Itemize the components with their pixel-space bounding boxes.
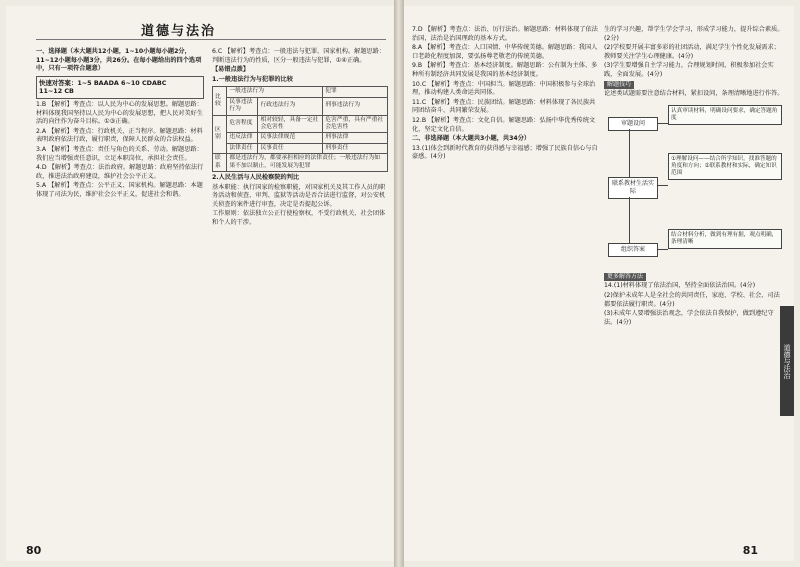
table-cell: 相对较轻，具备一定社会危害性 <box>258 115 323 133</box>
answer-method-diagram <box>604 103 784 273</box>
left-page <box>6 6 394 561</box>
answer-q9: 9.B 【解析】考查点：基本经济制度。解题思路：公有制为主体、多种所有制经济共同发展是我国的基本经济制度。 <box>412 62 598 78</box>
table-header: 犯罪 <box>323 87 388 97</box>
table-cell: 刑事法律 <box>323 133 388 143</box>
right-page <box>404 6 794 561</box>
left-column-2 <box>212 48 388 229</box>
answer-q6: 6.C 【解析】考查点：一般违法与犯罪、国家机构。解题思路：判断违法行为的性质，区分一般违法与犯罪，①④正确。 <box>212 48 386 64</box>
table-cell: 民事责任 <box>258 143 323 153</box>
answer-q14-1: 14.(1)材料体现了依法治国，坚持全面依法治国。(4分) <box>604 282 756 290</box>
table-cell: 法律责任 <box>227 143 258 153</box>
diagram-node-review: 审题设问 <box>608 117 658 131</box>
help-text: 论述类试题需要注意结合材料，紧扣设问，条理清晰地进行作答。 <box>604 90 784 98</box>
diagram-connector <box>658 123 668 124</box>
title-divider <box>36 39 386 40</box>
diagram-connector <box>629 129 630 177</box>
answer-q7: 7.D 【解析】考查点：法治、厉行法治。解题思路：材料体现了依法治国，法治是治国理政的基本方式。 <box>412 26 598 42</box>
page-title: 道德与法治 <box>141 24 217 39</box>
diagram-connector <box>629 197 630 243</box>
table-cell: 行政违法行为 <box>258 97 323 115</box>
page-number-right: 81 <box>742 544 758 557</box>
diagram-box-2: ①理解设问——结合所学知识，找准答题的角度和方向；②联系教材和实际，确定知识范围 <box>668 153 782 181</box>
diagram-node-connect: 联系教材生活实际 <box>608 177 658 199</box>
procuratorate-block <box>212 184 388 229</box>
procuratorate-duty: 基本职能：执行国家的检察职能，对国家机关及其工作人员的职务活动和侦查、审判、监狱等活动是否合法进行监督，对公安机关侦查的案件进行审查，决定是否提起公诉。 <box>212 183 386 208</box>
quick-answer-box <box>36 76 204 99</box>
table-cell: 违反法律 <box>227 133 258 143</box>
answer-q13-3: (3)学生要增强自主学习能力，合理规划时间，积极参加社会实践，全面发展。(4分) <box>604 62 774 78</box>
table-header: 一般违法行为 <box>227 87 323 97</box>
answer-q1: 1.B 【解析】考查点：以人民为中心的发展思想。解题思路：材料体现我国坚持以人民为中心的发展思想，把人民对美好生活的向往作为奋斗目标。①③正确。 <box>36 100 204 126</box>
more-methods-tag: 更多解答方法 <box>604 273 646 282</box>
answer-q10: 10.C 【解析】考查点：中国担当。解题思路：中国积极参与全球治理，推动构建人类命运共同体。 <box>412 80 596 97</box>
diagram-box-1: 认真审读材料，明确设问要求，确定答题角度 <box>668 105 782 125</box>
answer-q5: 5.A 【解析】考查点：公平正义、国家机构。解题思路：本题体现了司法为民，维护社会公平正义，促进社会和谐。 <box>36 182 203 198</box>
table-cell: 都是违法行为，都要承担相应的法律责任；一般违法行为如果不加以制止，可能发展为犯罪 <box>227 154 388 172</box>
answer-q14-3: (3)未成年人要增强法治观念，学会依法自我保护，做到遵纪守法。(4分) <box>604 310 774 326</box>
table-cell: 刑事违法行为 <box>323 97 388 115</box>
table-cell: 比较 <box>213 87 227 115</box>
page-number-left: 80 <box>26 544 42 557</box>
table-cell: 区别 <box>213 115 227 154</box>
answer-q3: 3.A 【解析】考查点：责任与角色的关系、劳动。解题思路：我们应当增强责任意识，立足本职岗位，承担社会责任。 <box>36 145 203 162</box>
diagram-node-organize: 组织答案 <box>608 243 658 257</box>
diagram-connector <box>658 185 668 186</box>
right-column-1 <box>412 26 598 163</box>
answer-q2: 2.A 【解析】考查点：行政机关、正当程序。解题思路：材料表明政府依法行政，履行职责，保障人民群众的合法权益。 <box>36 127 203 144</box>
answer-q8: 8.A 【解析】考查点：人口国情、中华传统美德。解题思路：我国人口老龄化程度加深，要弘扬尊老敬老的传统美德。 <box>412 44 598 60</box>
extend-title: 【易错点拨】 <box>212 66 250 74</box>
quick-answers-line2: 11~12 CB <box>39 87 74 96</box>
table-cell: 民事违法行为 <box>227 97 258 115</box>
answer-q13: 13.(1)体会到新时代教育的获得感与幸福感；增强了民族自信心与自豪感。(4分) <box>412 144 598 161</box>
right-column-2 <box>604 26 784 328</box>
answer-q12: 12.B 【解析】考查点：文化自信。解题思路：弘扬中华优秀传统文化，坚定文化自信。 <box>412 116 596 133</box>
table-cell: 危害严重，具有严重社会危害性 <box>323 115 388 133</box>
table-cell: 民事法律规范 <box>258 133 323 143</box>
help-tag: 解题技巧 <box>604 81 634 90</box>
subtitle-2: 2.人民生活与人民检察院的判比 <box>212 174 300 182</box>
diagram-connector <box>658 249 668 250</box>
answer-continued: 生的学习兴趣，帮学生学会学习，形成学习能力，提升综合素质。(2分) <box>604 26 784 42</box>
quick-answers-line1: 快速对答案：1~5 BAADA 6~10 CDABC <box>39 78 167 87</box>
answer-q4: 4.D 【解析】考查点：法治政府。解题思路：政府坚持依法行政，推进法治政府建设，维护社会公平正义。 <box>36 164 204 180</box>
section-heading-2: 二、非选择题（本大题共3小题，共34分） <box>412 135 531 143</box>
left-column-1 <box>36 48 204 201</box>
table-cell: 联系 <box>213 154 227 172</box>
table-cell: 危害程度 <box>227 115 258 133</box>
diagram-box-3: 结合材料分析，做到有理有据，观点明确，条理清晰 <box>668 229 782 249</box>
book-gutter <box>394 0 404 567</box>
procuratorate-principle: 工作原则：依法独立公正行使检察权，不受行政机关、社会团体和个人的干涉。 <box>212 210 386 226</box>
answer-q11: 11.C 【解析】考查点：民族团结。解题思路：材料体现了各民族共同团结奋斗、共同繁荣发展。 <box>412 98 596 115</box>
procuratorate-text <box>212 184 388 229</box>
section-heading: 一、选择题（本大题共12小题，1~10小题每小题2分，11~12小题每小题3分，共26分。在每小题给出的四个选项中，只有一项符合题意） <box>36 48 202 73</box>
answer-q13-2: (2)学校要开展丰富多彩的社团活动，满足学生个性化发展需求；教师要关注学生心理健康。(4分) <box>604 44 780 60</box>
table-cell: 刑事责任 <box>323 143 388 153</box>
table-title: 1.一般违法行为与犯罪的比较 <box>212 75 293 83</box>
comparison-table <box>212 86 388 172</box>
subject-side-tab: 道德与法治 <box>780 306 794 416</box>
answer-q14-2: (2)保护未成年人是全社会的共同责任，家庭、学校、社会、司法都要依法履行职责。(4分) <box>604 291 780 308</box>
